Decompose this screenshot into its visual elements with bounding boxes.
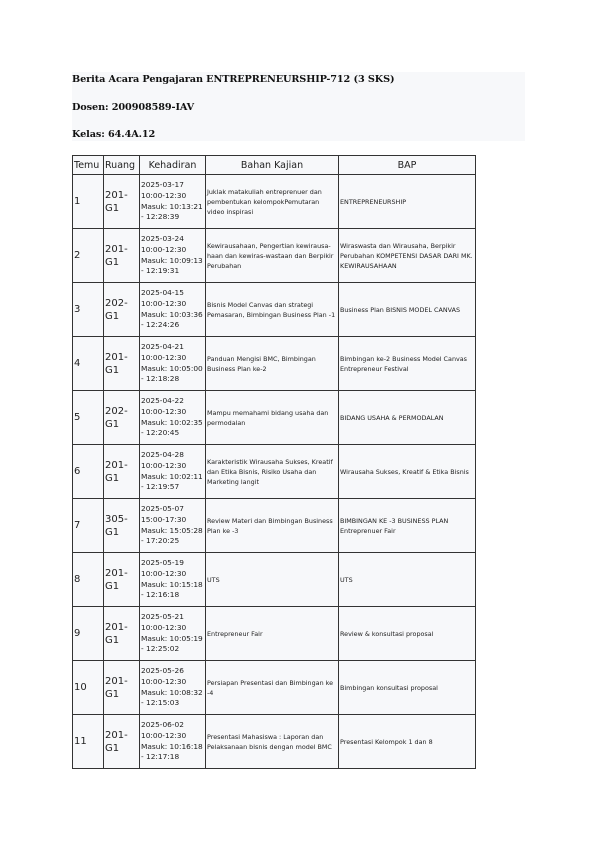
cell-temu: 8 [73, 553, 104, 607]
cell-bap: Wirausaha Sukses, Kreatif & Etika Bisnis [339, 445, 476, 499]
col-header-bahan-kajian: Bahan Kajian [206, 156, 339, 175]
cell-temu: 2 [73, 229, 104, 283]
document-header [72, 72, 525, 141]
cell-bap: Wiraswasta dan Wirausaha, Berpikir Perubahan KOMPETENSI DASAR DARI MK. KEWIRAUSAHAAN [339, 229, 476, 283]
cell-bap: UTS [339, 553, 476, 607]
cell-kehadiran: 2025-05-26 10:00-12:30 Masuk: 10:08:32 - 12:15:03 [140, 661, 206, 715]
cell-ruang: 202-G1 [104, 283, 140, 337]
cell-temu: 6 [73, 445, 104, 499]
cell-ruang: 201-G1 [104, 229, 140, 283]
table-row [73, 715, 476, 769]
cell-kehadiran: 2025-04-15 10:00-12:30 Masuk: 10:03:36 - 12:24:26 [140, 283, 206, 337]
cell-bahan-kajian: Panduan Mengisi BMC, Bimbingan Business Plan ke-2 [206, 337, 339, 391]
cell-ruang: 201-G1 [104, 607, 140, 661]
table-row [73, 607, 476, 661]
cell-bahan-kajian: Juklak matakuliah entreprenuer dan pembentukan kelompokPemutaran video inspirasi [206, 175, 339, 229]
cell-bap: Business Plan BISNIS MODEL CANVAS [339, 283, 476, 337]
cell-kehadiran: 2025-04-28 10:00-12:30 Masuk: 10:02:11 - 12:19:57 [140, 445, 206, 499]
cell-bahan-kajian: Bisnis Model Canvas dan strategi Pemasaran, Bimbingan Business Plan -1 [206, 283, 339, 337]
cell-temu: 9 [73, 607, 104, 661]
lecturer-label: Dosen: 200908589-IAV [72, 102, 195, 113]
col-header-kehadiran: Kehadiran [140, 156, 206, 175]
cell-temu: 1 [73, 175, 104, 229]
cell-kehadiran: 2025-03-17 10:00-12:30 Masuk: 10:13:21 - 12:28:39 [140, 175, 206, 229]
cell-bahan-kajian: Presentasi Mahasiswa : Laporan dan Pelaksanaan bisnis dengan model BMC [206, 715, 339, 769]
table-row [73, 661, 476, 715]
cell-temu: 10 [73, 661, 104, 715]
table-row [73, 499, 476, 553]
cell-kehadiran: 2025-03-24 10:00-12:30 Masuk: 10:09:13 - 12:19:31 [140, 229, 206, 283]
teaching-record-table [72, 155, 476, 769]
col-header-bap: BAP [339, 156, 476, 175]
table-row [73, 337, 476, 391]
cell-temu: 11 [73, 715, 104, 769]
cell-bap: Bimbingan konsultasi proposal [339, 661, 476, 715]
cell-bap: BIDANG USAHA & PERMODALAN [339, 391, 476, 445]
col-header-ruang: Ruang [104, 156, 140, 175]
col-header-temu: Temu [73, 156, 104, 175]
table-row [73, 445, 476, 499]
cell-bap: ENTREPRENEURSHIP [339, 175, 476, 229]
table-row [73, 283, 476, 337]
table-row [73, 229, 476, 283]
cell-kehadiran: 2025-04-21 10:00-12:30 Masuk: 10:05:00 - 12:18:28 [140, 337, 206, 391]
table-header-row [73, 156, 476, 175]
cell-ruang: 202-G1 [104, 391, 140, 445]
cell-temu: 4 [73, 337, 104, 391]
document-title: Berita Acara Pengajaran ENTREPRENEURSHIP-712 (3 SKS) [72, 74, 395, 85]
class-label: Kelas: 64.4A.12 [72, 129, 156, 140]
cell-bahan-kajian: Mampu memahami bidang usaha dan permodalan [206, 391, 339, 445]
table-row [73, 175, 476, 229]
cell-ruang: 201-G1 [104, 715, 140, 769]
cell-ruang: 305-G1 [104, 499, 140, 553]
cell-bahan-kajian: Review Materi dan Bimbingan Business Plan ke -3 [206, 499, 339, 553]
cell-kehadiran: 2025-05-19 10:00-12:30 Masuk: 10:15:18 - 12:16:18 [140, 553, 206, 607]
cell-ruang: 201-G1 [104, 337, 140, 391]
table-row [73, 553, 476, 607]
cell-ruang: 201-G1 [104, 553, 140, 607]
cell-bahan-kajian: Kewirausahaan, Pengertian kewirausa-haan dan kewiras-wastaan dan Berpikir Perubahan [206, 229, 339, 283]
cell-bahan-kajian: UTS [206, 553, 339, 607]
cell-bahan-kajian: Karakteristik Wirausaha Sukses, Kreatif dan Etika Bisnis, Risiko Usaha dan Marketing langit [206, 445, 339, 499]
cell-temu: 5 [73, 391, 104, 445]
cell-kehadiran: 2025-06-02 10:00-12:30 Masuk: 10:16:18 - 12:17:18 [140, 715, 206, 769]
cell-bap: Review & konsultasi proposal [339, 607, 476, 661]
cell-kehadiran: 2025-04-22 10:00-12:30 Masuk: 10:02:35 - 12:20:45 [140, 391, 206, 445]
cell-ruang: 201-G1 [104, 661, 140, 715]
cell-ruang: 201-G1 [104, 175, 140, 229]
cell-bap: BIMBINGAN KE -3 BUSINESS PLAN Entreprenuer Fair [339, 499, 476, 553]
cell-ruang: 201-G1 [104, 445, 140, 499]
cell-kehadiran: 2025-05-21 10:00-12:30 Masuk: 10:05:19 - 12:25:02 [140, 607, 206, 661]
cell-temu: 3 [73, 283, 104, 337]
table-row [73, 391, 476, 445]
cell-bahan-kajian: Entrepreneur Fair [206, 607, 339, 661]
cell-kehadiran: 2025-05-07 15:00-17:30 Masuk: 15:05:28 - 17:20:25 [140, 499, 206, 553]
cell-bap: Bimbingan ke-2 Business Model Canvas Entrepreneur Festival [339, 337, 476, 391]
cell-temu: 7 [73, 499, 104, 553]
cell-bahan-kajian: Persiapan Presentasi dan Bimbingan ke -4 [206, 661, 339, 715]
cell-bap: Presentasi Kelompok 1 dan 8 [339, 715, 476, 769]
